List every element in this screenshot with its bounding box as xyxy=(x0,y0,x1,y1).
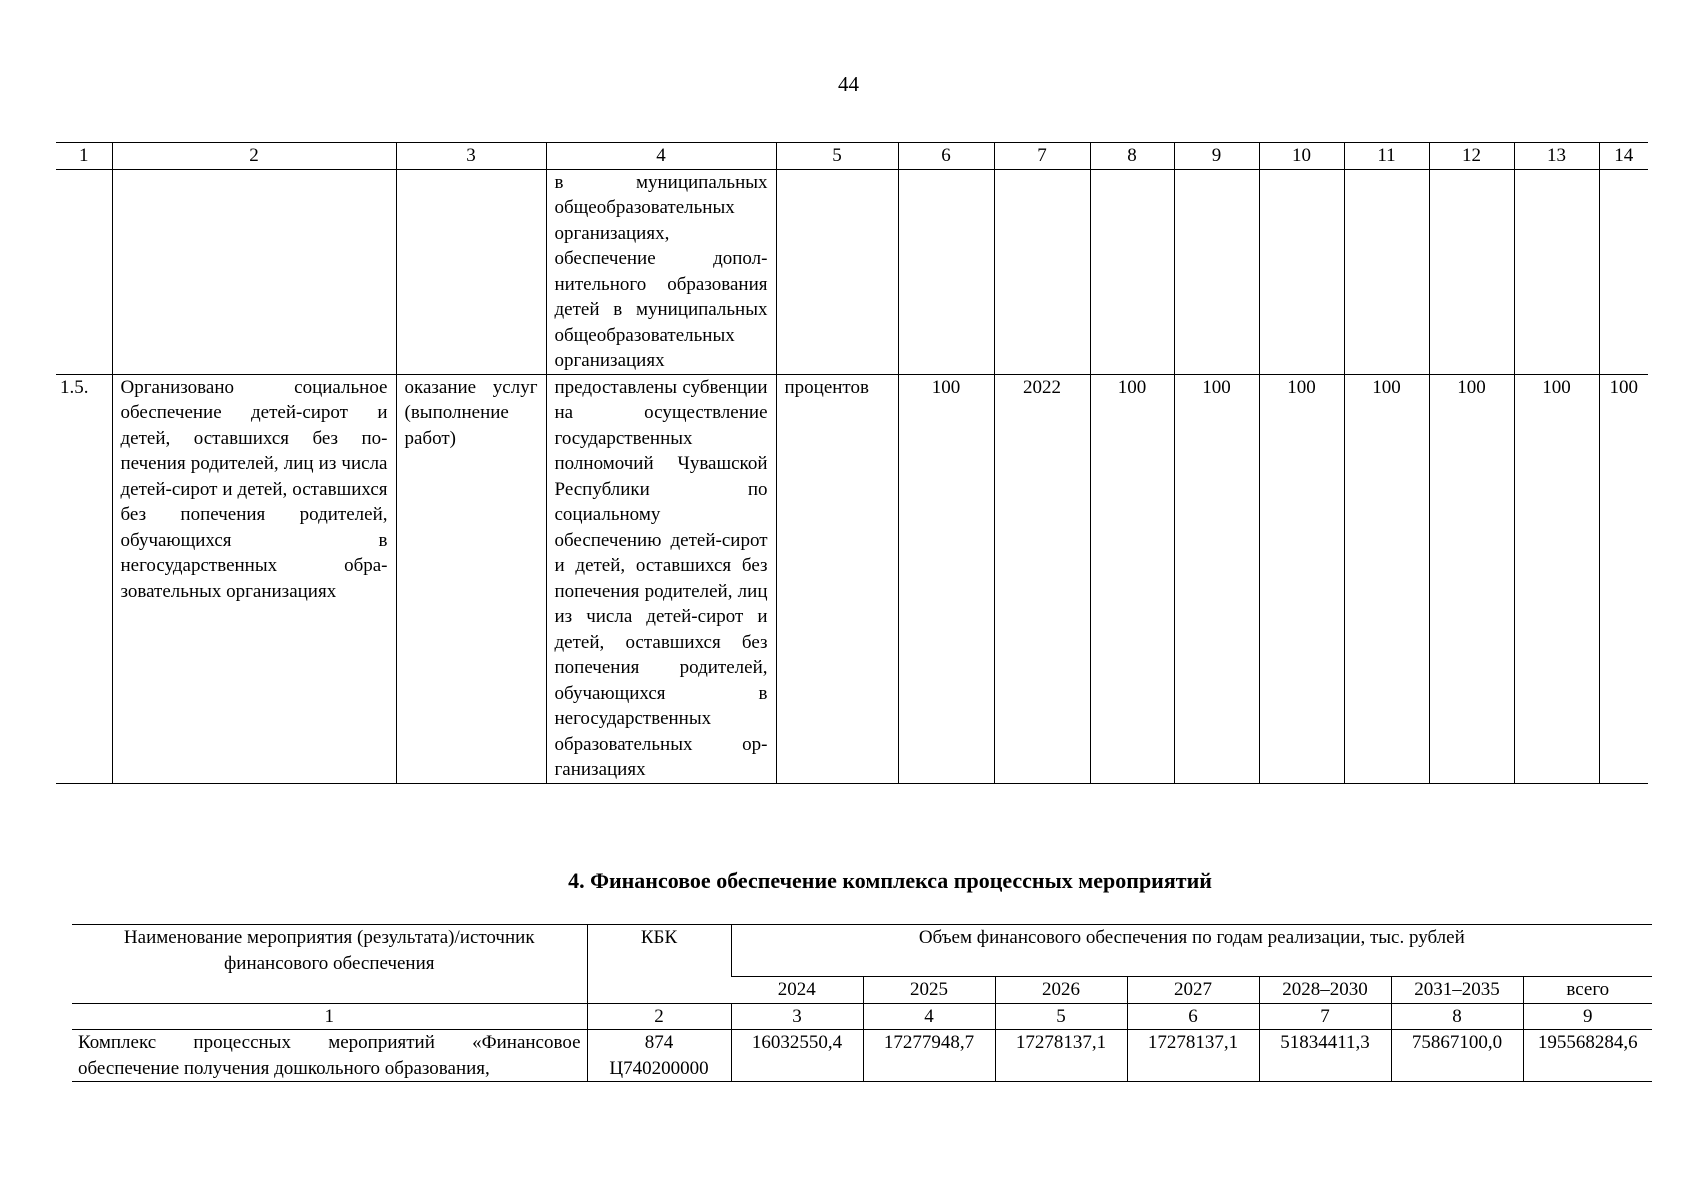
column-number-header: 14 xyxy=(1599,143,1648,170)
results-table xyxy=(56,142,1648,784)
column-number: 7 xyxy=(1259,1003,1391,1030)
amount-cell: 51834411,3 xyxy=(1259,1030,1391,1082)
kbk-cell xyxy=(587,1030,731,1082)
continued-characteristic-cell: в муниципальных общеобразовательных организациях, обеспечение дополнительного образования детей в муниципальных общеобразовательных организациях xyxy=(546,169,776,374)
table-header-row xyxy=(72,925,1652,977)
column-number-header: 6 xyxy=(898,143,994,170)
column-number-header: 13 xyxy=(1514,143,1599,170)
column-number-header: 7 xyxy=(994,143,1090,170)
section-title: 4. Финансовое обеспечение комплекса процессных мероприятий xyxy=(568,868,1212,893)
kbk-target-code: Ц740200000 xyxy=(609,1057,709,1079)
value-cell: 100 xyxy=(1429,374,1514,783)
year-header: 2026 xyxy=(995,977,1127,1004)
unit-cell: процентов xyxy=(776,374,898,783)
amount-cell: 17278137,1 xyxy=(1127,1030,1259,1082)
activity-name-cell: Комплекс процессных мероприятий «Финансовое обеспечение получения дошкольного образования, xyxy=(72,1030,587,1082)
page-number: 44 xyxy=(838,72,859,96)
year-header: 2024 xyxy=(731,977,863,1004)
amount-cell: 17277948,7 xyxy=(863,1030,995,1082)
year-header: 2031–2035 xyxy=(1391,977,1523,1004)
amount-cell: 16032550,4 xyxy=(731,1030,863,1082)
column-number-header: 3 xyxy=(396,143,546,170)
column-number-header: 2 xyxy=(112,143,396,170)
column-number-header: 9 xyxy=(1174,143,1259,170)
name-column-header: Наименование мероприятия (результата)/источник финансового обеспечения xyxy=(72,925,587,1004)
base-value-cell: 100 xyxy=(898,374,994,783)
result-name-cell: Организовано социальное обеспечение детей-сирот и детей, оставшихся без попечения родителей, лиц из числа детей-сирот и детей, оставшихся без попечения родителей, обучающихся в негосударственных образовательных организациях xyxy=(112,374,396,783)
year-header: 2028–2030 xyxy=(1259,977,1391,1004)
amount-cell: 17278137,1 xyxy=(995,1030,1127,1082)
value-cell: 100 xyxy=(1174,374,1259,783)
table-header-row xyxy=(56,143,1648,170)
continuation-row xyxy=(56,169,1648,374)
value-cell: 100 xyxy=(1514,374,1599,783)
column-number-header: 5 xyxy=(776,143,898,170)
total-amount-cell: 195568284,6 xyxy=(1523,1030,1652,1082)
column-number: 6 xyxy=(1127,1003,1259,1030)
amount-cell: 75867100,0 xyxy=(1391,1030,1523,1082)
column-number-header: 11 xyxy=(1344,143,1429,170)
value-cell: 100 xyxy=(1344,374,1429,783)
column-number-header: 12 xyxy=(1429,143,1514,170)
financing-table xyxy=(72,924,1652,1082)
column-number: 2 xyxy=(587,1003,731,1030)
column-number-header: 4 xyxy=(546,143,776,170)
value-cell: 100 xyxy=(1599,374,1648,783)
value-cell: 100 xyxy=(1259,374,1344,783)
table-row xyxy=(56,374,1648,783)
column-number: 3 xyxy=(731,1003,863,1030)
value-cell: 100 xyxy=(1090,374,1174,783)
column-number: 5 xyxy=(995,1003,1127,1030)
column-number: 1 xyxy=(72,1003,587,1030)
year-header: 2025 xyxy=(863,977,995,1004)
year-header: 2027 xyxy=(1127,977,1259,1004)
volume-column-header: Объем финансового обеспечения по годам реализации, тыс. рублей xyxy=(731,925,1652,977)
total-header: всего xyxy=(1523,977,1652,1004)
row-number-cell: 1.5. xyxy=(60,376,89,398)
column-numbers-row xyxy=(72,1003,1652,1030)
characteristic-cell: предоставлены субвенции на осуществление государственных полномочий Чувашской Республики по социальному обеспечению детей-сирот и детей, оставшихся без попечения родителей, лиц из числа детей-сирот и детей, оставшихся без попечения родителей, обучающихся в негосударственных образовательных организациях xyxy=(546,374,776,783)
column-number-header: 10 xyxy=(1259,143,1344,170)
base-year-cell: 2022 xyxy=(994,374,1090,783)
kbk-code: 874 xyxy=(644,1032,674,1053)
column-number: 4 xyxy=(863,1003,995,1030)
table-row xyxy=(72,1030,1652,1082)
result-type-cell: оказание услуг (выполнение работ) xyxy=(396,374,546,783)
column-number-header: 8 xyxy=(1090,143,1174,170)
column-number: 9 xyxy=(1523,1003,1652,1030)
column-number: 8 xyxy=(1391,1003,1523,1030)
column-number-header: 1 xyxy=(56,143,112,170)
kbk-column-header: КБК xyxy=(587,925,731,1004)
